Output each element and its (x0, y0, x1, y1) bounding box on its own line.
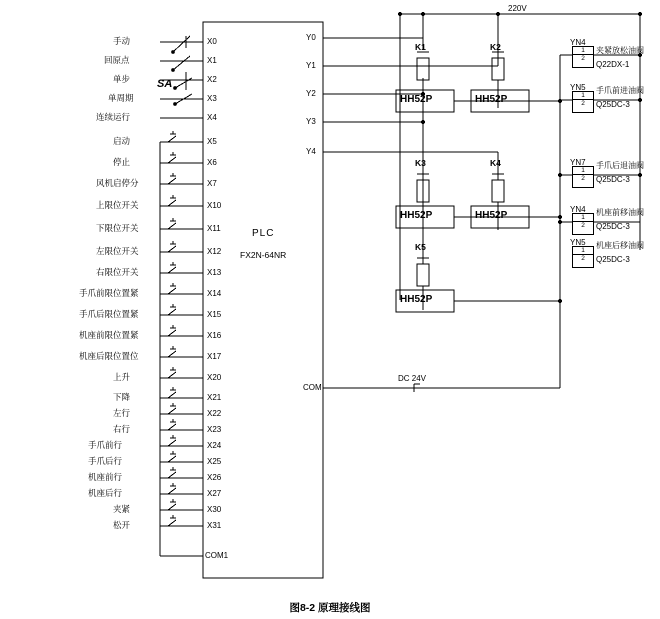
input-label-24: 夹紧 (113, 504, 131, 514)
valve-name-4: 机座后移油阀 (596, 241, 644, 250)
input-label-25: 松开 (113, 520, 131, 530)
valve-terminal-block-0 (572, 46, 594, 68)
valve-terminal-4-2: 2 (581, 255, 585, 262)
input-terminal-25: X31 (207, 521, 222, 530)
input-terminal-14: X16 (207, 331, 222, 340)
input-terminal-9: X11 (207, 224, 221, 233)
input-terminal-17: X21 (207, 393, 222, 402)
relay-type-k5: HH52P (400, 294, 433, 305)
valve-model-1: Q25DC-3 (596, 100, 630, 109)
input-label-13: 手爪后限位置紧 (79, 309, 139, 319)
input-terminal-0: X0 (207, 37, 217, 46)
relay-tag-k2: K2 (490, 42, 501, 52)
input-label-11: 右限位开关 (96, 267, 139, 277)
relay-type-k2: HH52P (475, 94, 508, 105)
input-label-10: 左限位开关 (96, 246, 139, 256)
input-terminal-8: X10 (207, 201, 222, 210)
valve-model-2: Q25DC-3 (596, 175, 630, 184)
relay-tag-k1: K1 (415, 42, 426, 52)
valve-terminal-0-1: 1 (573, 47, 593, 55)
valve-terminal-block-3 (572, 213, 594, 235)
dc-power-label: DC 24V (398, 374, 427, 383)
input-terminal-20: X24 (207, 441, 222, 450)
valve-terminal-2-1: 1 (573, 167, 593, 175)
valve-name-2: 手爪后退油阀 (596, 161, 644, 170)
valve-tag-0: YN4 (570, 38, 586, 47)
input-terminal-3: X3 (207, 94, 217, 103)
relay-tag-k4: K4 (490, 158, 501, 168)
valve-terminal-block-4 (572, 246, 594, 268)
valve-terminal-2-2: 2 (581, 175, 585, 182)
input-terminal-6: X6 (207, 158, 217, 167)
input-terminal-5: X5 (207, 137, 217, 146)
input-label-21: 手爪后行 (88, 456, 123, 466)
output-terminal-0: Y0 (306, 33, 316, 42)
input-terminal-19: X23 (207, 425, 222, 434)
relay-type-k3: HH52P (400, 210, 433, 221)
plc-com-out-label: COM (303, 383, 322, 392)
input-terminal-10: X12 (207, 247, 222, 256)
input-label-14: 机座前限位置紧 (79, 330, 139, 340)
input-label-6: 停止 (113, 157, 131, 167)
valve-tag-1: YN5 (570, 83, 586, 92)
valve-terminal-3-1: 1 (573, 214, 593, 222)
valve-name-3: 机座前移油阀 (596, 208, 644, 217)
input-terminal-7: X7 (207, 179, 217, 188)
input-terminal-24: X30 (207, 505, 222, 514)
valve-model-0: Q22DX-1 (596, 60, 630, 69)
output-terminal-4: Y4 (306, 147, 316, 156)
input-label-12: 手爪前限位置紧 (79, 288, 139, 298)
input-label-16: 上升 (113, 372, 131, 382)
input-terminal-1: X1 (207, 56, 217, 65)
input-label-17: 下降 (113, 392, 131, 402)
valve-terminal-1-2: 2 (581, 100, 585, 107)
input-terminal-23: X27 (207, 489, 222, 498)
input-label-3: 单周期 (108, 93, 134, 103)
input-label-9: 下限位开关 (96, 223, 139, 233)
valve-name-1: 手爪前进油阀 (596, 86, 644, 95)
input-label-20: 手爪前行 (88, 440, 123, 450)
input-label-0: 手动 (113, 36, 131, 46)
input-terminal-2: X2 (207, 75, 217, 84)
relay-tag-k3: K3 (415, 158, 426, 168)
input-terminal-16: X20 (207, 373, 222, 382)
output-terminal-2: Y2 (306, 89, 316, 98)
input-label-15: 机座后限位置位 (79, 351, 139, 361)
plc-com-in-label: COM1 (205, 551, 229, 560)
input-label-18: 左行 (113, 408, 131, 418)
valve-tag-3: YN4 (570, 205, 586, 214)
valve-terminal-1-1: 1 (573, 92, 593, 100)
valve-tag-4: YN5 (570, 238, 586, 247)
ac-power-label: 220V (508, 4, 527, 13)
plc-model: FX2N-64NR (240, 250, 287, 260)
valve-tag-2: YN7 (570, 158, 586, 167)
figure-caption: 图8-2 原理接线图 (289, 602, 371, 614)
input-terminal-11: X13 (207, 268, 222, 277)
valve-terminal-0-2: 2 (581, 55, 585, 62)
valve-terminal-block-1 (572, 91, 594, 113)
input-terminal-15: X17 (207, 352, 222, 361)
valve-name-0: 夹紧放松油阀 (596, 46, 644, 55)
input-terminal-21: X25 (207, 457, 222, 466)
relay-type-k1: HH52P (400, 94, 433, 105)
input-label-7: 风机启停分 (96, 178, 139, 188)
input-label-23: 机座后行 (88, 488, 123, 498)
input-terminal-12: X14 (207, 289, 222, 298)
relay-tag-k5: K5 (415, 242, 426, 252)
input-terminal-4: X4 (207, 113, 217, 122)
input-label-8: 上限位开关 (96, 200, 139, 210)
plc-title: PLC (252, 228, 275, 239)
valve-terminal-3-2: 2 (581, 222, 585, 229)
selector-switch-sa-label: SA (157, 78, 173, 90)
input-label-4: 连续运行 (96, 112, 131, 122)
input-terminal-13: X15 (207, 310, 222, 319)
output-terminal-1: Y1 (306, 61, 316, 70)
input-label-22: 机座前行 (88, 472, 123, 482)
valve-terminal-4-1: 1 (573, 247, 593, 255)
input-label-1: 回原点 (104, 55, 130, 65)
valve-model-4: Q25DC-3 (596, 255, 630, 264)
input-terminal-18: X22 (207, 409, 222, 418)
output-terminal-3: Y3 (306, 117, 316, 126)
valve-terminal-block-2 (572, 166, 594, 188)
input-label-19: 右行 (113, 424, 131, 434)
input-label-5: 启动 (113, 136, 131, 146)
relay-type-k4: HH52P (475, 210, 508, 221)
input-label-2: 单步 (113, 74, 131, 84)
valve-model-3: Q25DC-3 (596, 222, 630, 231)
input-terminal-22: X26 (207, 473, 222, 482)
